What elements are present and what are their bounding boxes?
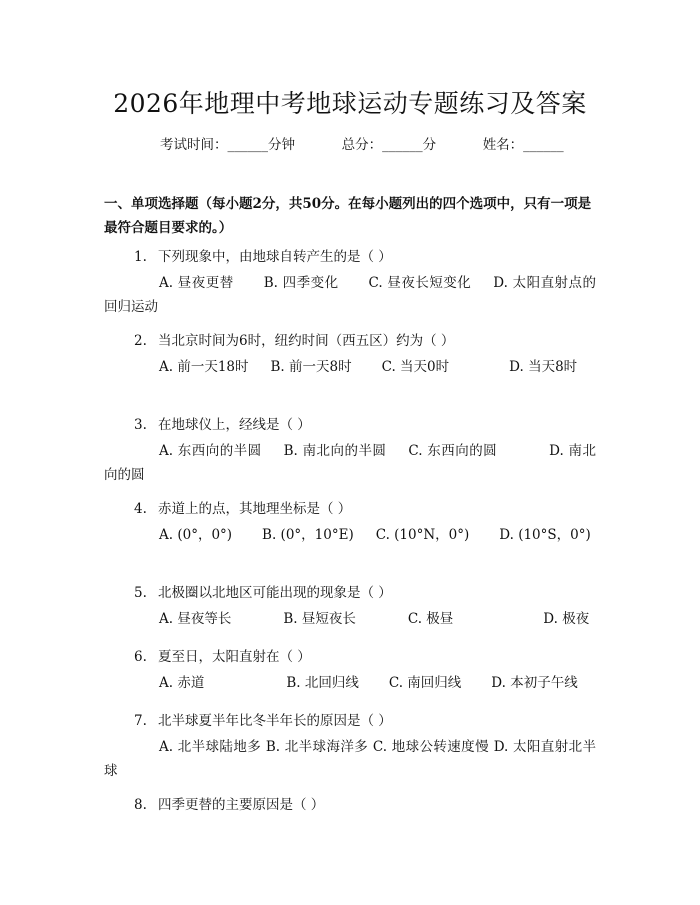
exam-meta	[160, 133, 564, 153]
question-stem	[134, 245, 392, 265]
option-b: B. 北半球海洋多	[265, 739, 369, 755]
question-options	[104, 735, 596, 783]
question-stem	[134, 645, 311, 665]
option-a: A. 昼夜等长	[159, 611, 232, 627]
question-text: 当北京时间为6时，纽约时间（西五区）约为（ ）	[158, 333, 455, 349]
option-c: C. 南回归线	[388, 675, 462, 691]
option-a: A. 昼夜更替	[159, 275, 234, 291]
option-d: D. (10°S，0°)	[499, 527, 591, 543]
question-stem	[134, 793, 324, 813]
question-text: 北半球夏半年比冬半年长的原因是（ ）	[158, 713, 392, 729]
question-options	[104, 355, 596, 379]
option-b: B. (0°，10°E)	[262, 527, 354, 543]
option-d: D. 本初子午线	[491, 675, 578, 691]
question-options	[104, 607, 596, 631]
option-c: C. (10°N，0°)	[375, 527, 470, 543]
question-number: 5.	[134, 585, 147, 601]
option-d: D. 南北向的圆	[104, 443, 596, 483]
question-stem	[134, 413, 311, 433]
option-a: A. 东西向的半圆	[159, 443, 262, 459]
option-a: A. (0°，0°)	[159, 527, 233, 543]
option-b: B. 四季变化	[263, 275, 339, 291]
question-text: 北极圈以北地区可能出现的现象是（ ）	[158, 585, 392, 601]
question-number: 2.	[134, 333, 147, 349]
student-name-label: 姓名：______	[482, 137, 564, 153]
option-b: B. 北回归线	[286, 675, 359, 691]
exam-time-label: 考试时间：______分钟	[160, 137, 295, 153]
option-c: C. 极昼	[407, 611, 454, 627]
question-options	[104, 523, 596, 547]
question-text: 夏至日，太阳直射在（ ）	[158, 649, 311, 665]
question-text: 赤道上的点，其地理坐标是（ ）	[158, 501, 352, 517]
question-number: 3.	[134, 417, 147, 433]
page-title: 2026年地理中考地球运动专题练习及答案	[113, 89, 587, 118]
option-b: B. 南北向的半圆	[283, 443, 387, 459]
question-number: 6.	[134, 649, 147, 665]
option-a: A. 北半球陆地多	[159, 739, 262, 755]
option-b: B. 昼短夜长	[283, 611, 356, 627]
total-score-label: 总分：______分	[341, 137, 437, 153]
question-number: 8.	[134, 797, 147, 813]
option-d: D. 当天8时	[509, 359, 578, 375]
section-heading: 一、单项选择题（每小题2分，共50分。在每小题列出的四个选项中，只有一项是最符合题目要求的。）	[104, 196, 592, 236]
option-d: D. 太阳直射点的回归运动	[104, 275, 596, 315]
question-options	[104, 439, 596, 487]
question-stem	[134, 709, 392, 729]
question-number: 1.	[134, 249, 147, 265]
question-stem	[134, 329, 454, 349]
option-c: C. 东西向的圆	[408, 443, 498, 459]
option-d: D. 极夜	[543, 611, 590, 627]
option-b: B. 前一天8时	[270, 359, 352, 375]
question-text: 在地球仪上，经线是（ ）	[158, 417, 311, 433]
question-stem	[134, 581, 392, 601]
question-options	[104, 271, 596, 319]
question-options	[104, 671, 596, 695]
question-number: 4.	[134, 501, 147, 517]
question-number: 7.	[134, 713, 147, 729]
option-c: C. 昼夜长短变化	[368, 275, 472, 291]
question-text: 四季更替的主要原因是（ ）	[158, 797, 325, 813]
question-text: 下列现象中，由地球自转产生的是（ ）	[158, 249, 392, 265]
option-d: D. 太阳直射北半球	[104, 739, 597, 779]
option-a: A. 前一天18时	[159, 359, 249, 375]
option-a: A. 赤道	[159, 675, 205, 691]
option-c: C. 当天0时	[381, 359, 450, 375]
option-c: C. 地球公转速度慢	[372, 739, 489, 755]
question-stem	[134, 497, 351, 517]
